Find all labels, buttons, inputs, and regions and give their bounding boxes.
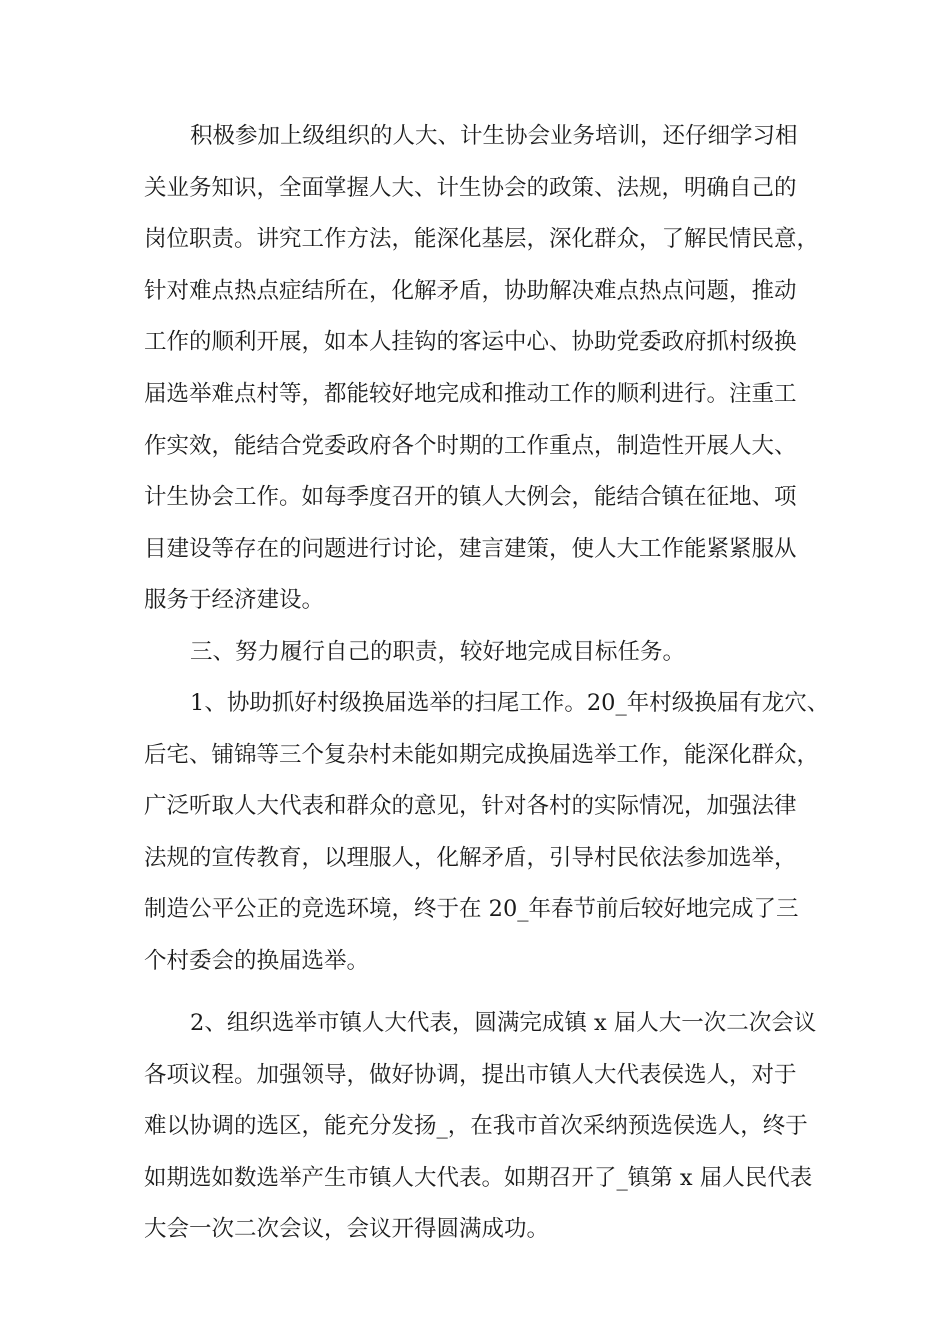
section-heading-text: 三、努力履行自己的职责，较好地完成目标任务。	[190, 639, 686, 665]
text-line: 目建设等存在的问题进行讨论，建言建策，使人大工作能紧紧服从	[144, 535, 797, 562]
paragraph-1	[144, 111, 829, 627]
text-line: 法规的宣传教育，以理服人，化解矛盾，引导村民依法参加选举，	[144, 844, 797, 871]
text-line: 后宅、铺锦等三个复杂村未能如期完成换届选举工作，能深化群众，	[144, 741, 820, 768]
text-line: 个村委会的换届选举。	[144, 947, 370, 974]
text-line: 大会一次二次会议，会议开得圆满成功。	[144, 1216, 550, 1243]
text-line: 届选举难点村等，都能较好地完成和推动工作的顺利进行。注重工	[144, 380, 797, 407]
text-line: 难以协调的选区，能充分发扬_，在我市首次采纳预选侯选人，终于	[144, 1113, 808, 1140]
section-heading-3	[144, 627, 829, 679]
paragraph-item-1	[144, 678, 829, 988]
text-line: 工作的顺利开展，如本人挂钩的客运中心、协助党委政府抓村级换	[144, 329, 797, 356]
text-line: 各项议程。加强领导，做好协调，提出市镇人大代表侯选人，对于	[144, 1061, 797, 1088]
text-line: 针对难点热点症结所在，化解矛盾，协助解决难点热点问题，推动	[144, 277, 797, 304]
text-line: 服务于经济建设。	[144, 587, 325, 614]
text-line: 关业务知识，全面掌握人大、计生协会的政策、法规，明确自己的	[144, 174, 797, 201]
text-line: 如期选如数选举产生市镇人大代表。如期召开了_镇第 x 届人民代表	[144, 1164, 813, 1191]
text-line: 积极参加上级组织的人大、计生协会业务培训，还仔细学习相	[190, 123, 798, 149]
text-line: 2、组织选举市镇人大代表，圆满完成镇 x 届人大一次二次会议	[190, 1010, 817, 1036]
text-line: 广泛听取人大代表和群众的意见，针对各村的实际情况，加强法律	[144, 793, 797, 820]
paragraph-item-2	[144, 998, 829, 1256]
text-line: 岗位职责。讲究工作方法，能深化基层，深化群众，了解民情民意，	[144, 226, 820, 253]
text-line: 1、协助抓好村级换届选举的扫尾工作。20_年村级换届有龙穴、	[190, 690, 830, 716]
text-line: 制造公平公正的竞选环境，终于在 20_年春节前后较好地完成了三	[144, 896, 799, 923]
text-line: 计生协会工作。如每季度召开的镇人大例会，能结合镇在征地、项	[144, 484, 797, 511]
text-line: 作实效，能结合党委政府各个时期的工作重点，制造性开展人大、	[144, 432, 797, 459]
